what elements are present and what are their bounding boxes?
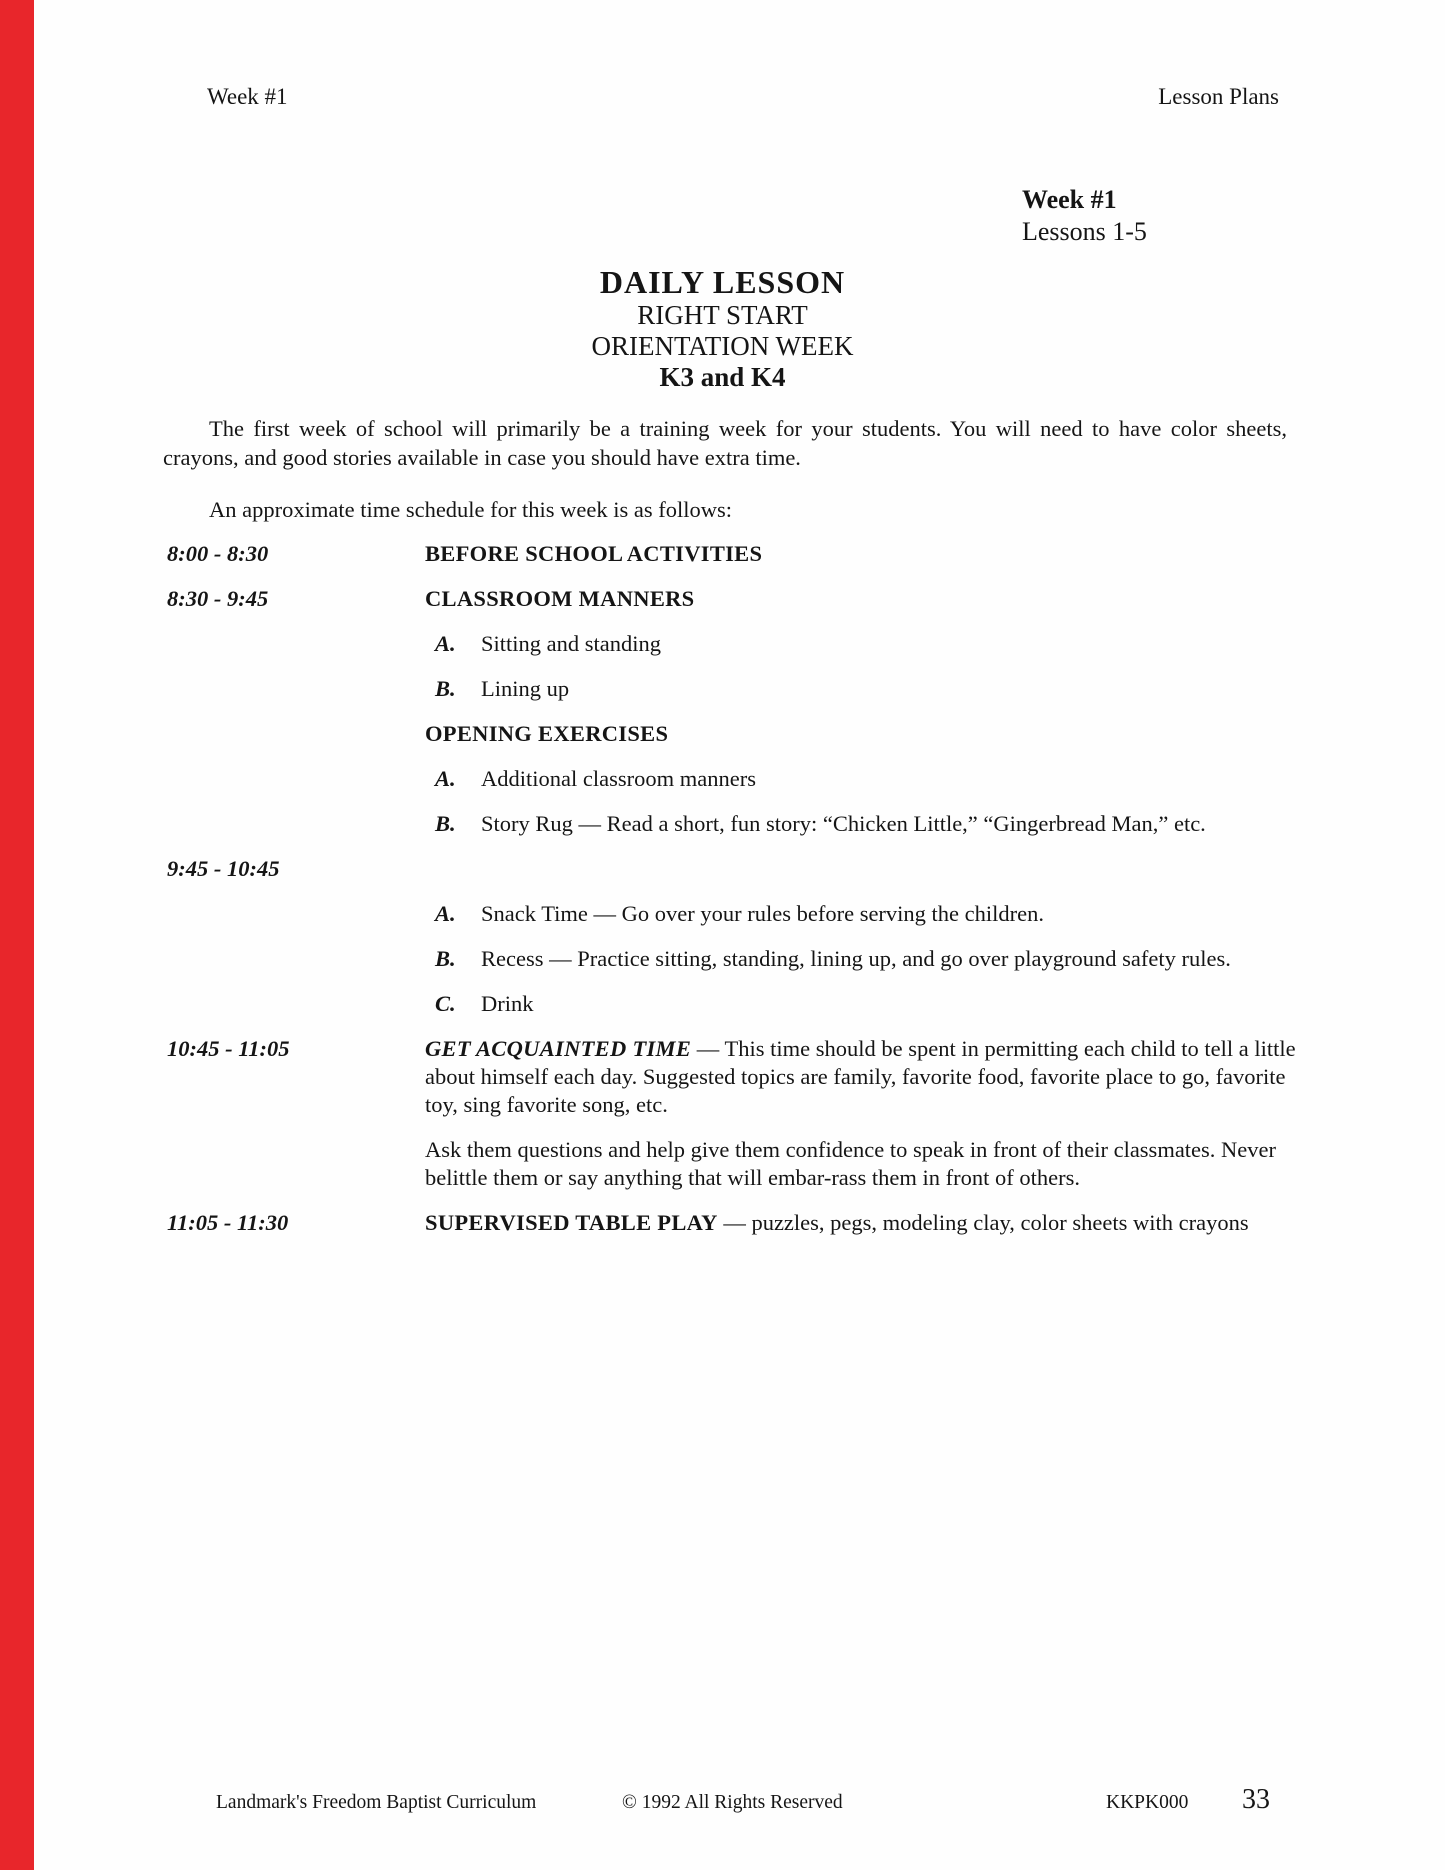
schedule-content xyxy=(425,1136,1305,1192)
schedule xyxy=(163,540,1305,1254)
schedule-content xyxy=(425,990,1305,1018)
schedule-time: 10:45 - 11:05 xyxy=(167,1036,290,1061)
lessons-range: Lessons 1-5 xyxy=(1022,217,1147,246)
schedule-text: Ask them questions and help give them confidence to speak in front of their classmates. Never belittle them or say anything that will embar-rass them in front of others. xyxy=(425,1137,1277,1190)
schedule-heading: GET ACQUAINTED TIME xyxy=(425,1036,692,1061)
schedule-heading: SUPERVISED TABLE PLAY xyxy=(425,1210,718,1235)
item-marker: B. xyxy=(435,676,456,701)
subtitle-week-type: ORIENTATION WEEK xyxy=(591,331,854,361)
item-marker: B. xyxy=(435,946,456,971)
schedule-time: 8:30 - 9:45 xyxy=(167,586,269,611)
schedule-row xyxy=(163,720,1305,748)
footer-page-number: 33 xyxy=(1242,1784,1270,1815)
schedule-row xyxy=(163,900,1305,928)
page-header xyxy=(207,84,1279,110)
schedule-row xyxy=(163,585,1305,613)
schedule-time xyxy=(163,810,425,838)
item-text: Sitting and standing xyxy=(481,631,661,656)
schedule-content xyxy=(425,585,1305,613)
item-text: Lining up xyxy=(481,676,570,701)
schedule-content xyxy=(425,720,1305,748)
item-text: Story Rug — Read a short, fun story: “Chicken Little,” “Gingerbread Man,” etc. xyxy=(481,811,1206,836)
schedule-time xyxy=(163,900,425,928)
schedule-heading: BEFORE SCHOOL ACTIVITIES xyxy=(425,541,763,566)
schedule-content xyxy=(425,810,1305,838)
item-marker: A. xyxy=(435,901,456,926)
schedule-row xyxy=(163,1035,1305,1119)
schedule-content xyxy=(425,1209,1305,1237)
item-marker: A. xyxy=(435,766,456,791)
schedule-time: 11:05 - 11:30 xyxy=(167,1210,289,1235)
subtitle-grade-levels: K3 and K4 xyxy=(659,362,786,392)
schedule-row xyxy=(163,855,1305,883)
footer-product-code: KKPK000 xyxy=(1106,1792,1189,1813)
item-marker: A. xyxy=(435,631,456,656)
footer-copyright: © 1992 All Rights Reserved xyxy=(622,1792,843,1813)
schedule-time: 8:00 - 8:30 xyxy=(167,541,269,566)
week-block xyxy=(1022,184,1147,248)
schedule-row xyxy=(163,990,1305,1018)
schedule-row xyxy=(163,810,1305,838)
schedule-row xyxy=(163,765,1305,793)
schedule-heading: OPENING EXERCISES xyxy=(425,721,669,746)
item-text: Recess — Practice sitting, standing, lining up, and go over playground safety rules. xyxy=(481,946,1231,971)
schedule-time xyxy=(163,675,425,703)
schedule-time xyxy=(163,990,425,1018)
intro-paragraph-1: The first week of school will primarily be a training week for your students. You will need to have color sheets, crayons, and good stories available in case you should have extra time. xyxy=(163,416,1287,470)
schedule-content xyxy=(425,540,1305,568)
week-number: Week #1 xyxy=(1022,185,1117,214)
schedule-content xyxy=(425,675,1305,703)
intro-section xyxy=(163,414,1287,524)
schedule-time xyxy=(163,945,425,973)
footer-publisher: Landmark's Freedom Baptist Curriculum xyxy=(216,1792,537,1813)
item-text: Additional classroom manners xyxy=(481,766,756,791)
schedule-content xyxy=(425,900,1305,928)
schedule-row xyxy=(163,1209,1305,1237)
schedule-time xyxy=(163,630,425,658)
schedule-row xyxy=(163,1136,1305,1192)
schedule-time xyxy=(163,765,425,793)
item-text: Snack Time — Go over your rules before serving the children. xyxy=(481,901,1045,926)
header-week-label: Week #1 xyxy=(207,84,288,109)
schedule-content xyxy=(425,945,1305,973)
schedule-time xyxy=(163,1136,425,1192)
intro-paragraph-2: An approximate time schedule for this week is as follows: xyxy=(209,497,733,522)
schedule-content xyxy=(425,765,1305,793)
schedule-text: — This time should be spent in permitting each child to tell a little about himself each day. Suggested topics are family, favorite food, favorite place to go, favorite toy, sing favorite song, etc. xyxy=(425,1036,1296,1117)
schedule-row xyxy=(163,945,1305,973)
page-title: DAILY LESSON xyxy=(599,264,846,300)
schedule-content xyxy=(425,630,1305,658)
item-marker: C. xyxy=(435,991,456,1016)
schedule-row xyxy=(163,540,1305,568)
item-text: Drink xyxy=(481,991,534,1016)
schedule-content xyxy=(425,1035,1305,1119)
header-section-label: Lesson Plans xyxy=(1158,84,1279,109)
subtitle-program: RIGHT START xyxy=(637,300,808,330)
schedule-time: 9:45 - 10:45 xyxy=(167,856,280,881)
item-marker: B. xyxy=(435,811,456,836)
schedule-content xyxy=(425,855,1305,883)
title-block xyxy=(0,264,1445,393)
schedule-time xyxy=(163,720,425,748)
schedule-row xyxy=(163,630,1305,658)
schedule-row xyxy=(163,675,1305,703)
schedule-heading: CLASSROOM MANNERS xyxy=(425,586,695,611)
schedule-text: — puzzles, pegs, modeling clay, color sheets with crayons xyxy=(717,1210,1249,1235)
